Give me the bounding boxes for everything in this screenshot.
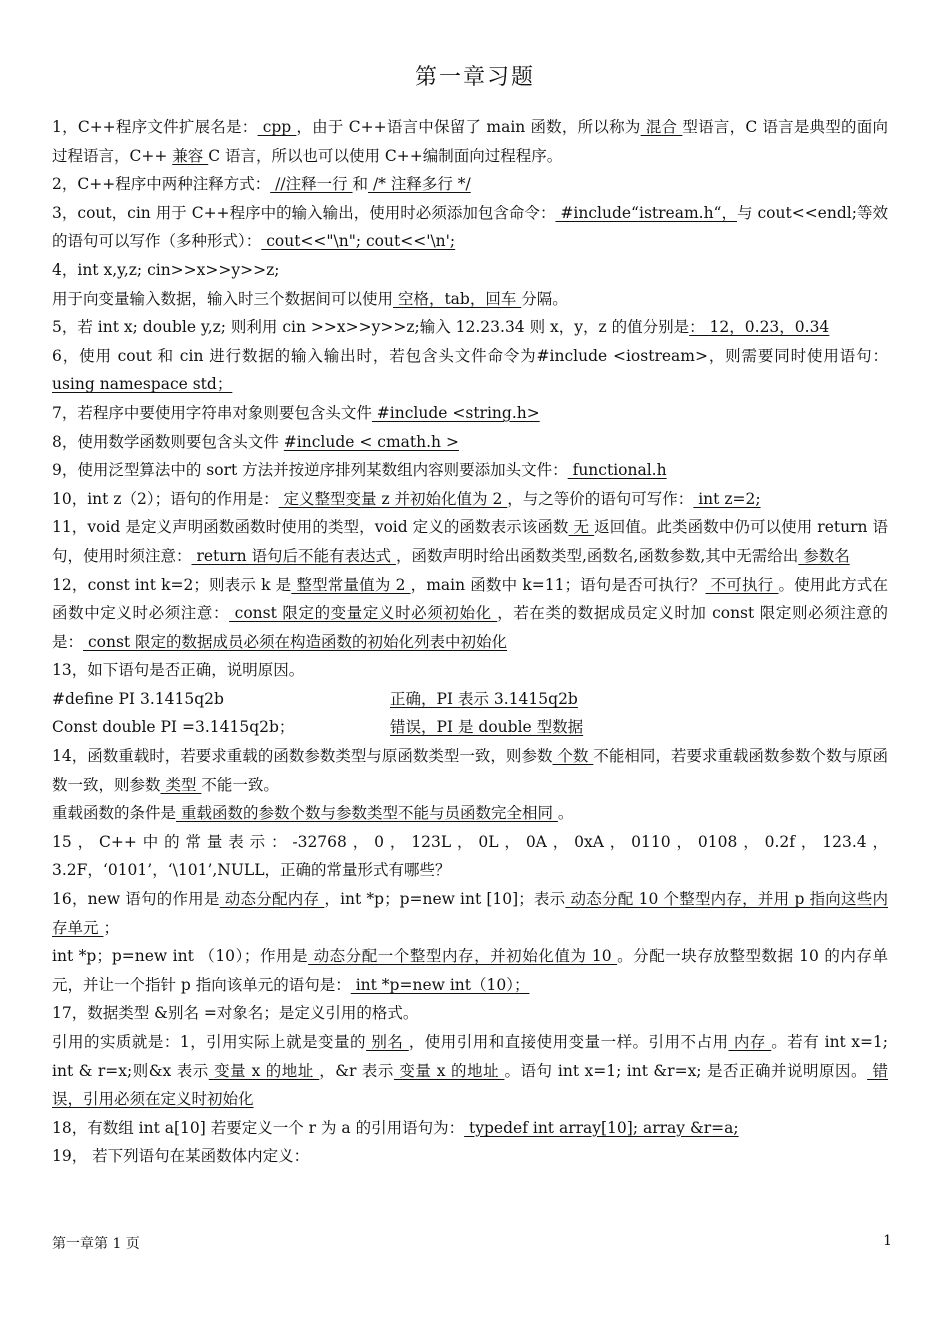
question-5: 5，若 int x; double y,z; 则利用 cin >>x>>y>>z;输入 12.23.34 则 x，y，z 的值分别是： 12，0.23，0.34 [52,318,830,337]
question-13-line-1: #define PI 3.1415q2b 正确，PI 表示 3.1415q2b [52,685,888,714]
footer-page-number: 1 [883,1233,892,1249]
answer-blank: #include < cmath.h > [283,432,459,451]
answer-blank: int z=2; [693,489,761,508]
question-6: 6，使用 cout 和 cin 进行数据的输入输出时，若包含头文件命令为#include <iostream>，则需要同时使用语句： using namespace std； [52,346,888,394]
question-1: 1，C++程序文件扩展名是： cpp ，由于 C++语言中保留了 main 函数，所以称为 混合 型语言，C 语言是典型的面向过程语言，C++ 兼容 C 语言，所以也可以使用 C++编制面向过程程序。 [52,118,888,165]
answer-blank: 定义整型变量 z 并初始化值为 2 [278,489,508,508]
answer-blank: 动态分配一个整型内存，并初始化值为 10 [308,947,618,966]
answer-blank: #include <string.h> [371,403,540,422]
question-11: 11，void 是定义声明函数函数时使用的类型，void 定义的函数表示该函数 无 返回值。此类函数中仍可以使用 return 语句，使用时须注意： return 语句后不能有表达式 ，函数声明时给出函数类型,函数名,函数参数,其中无需给出 参数名 [52,518,888,565]
question-19: 19， 若下列语句在某函数体内定义： [52,1147,310,1166]
question-7: 7，若程序中要使用字符串对象则要包含头文件 #include <string.h> [52,403,540,422]
question-17: 17，数据类型 &别名 =对象名；是定义引用的格式。 [52,1004,419,1023]
answer-blank: 不可执行 [705,575,779,594]
answer-blank: int *p=new int（10）； [350,975,530,994]
answer-blank: 类型 [160,775,202,794]
answer-blank: 动态分配内存 [219,890,325,909]
question-4-cont: 用于向变量输入数据，输入时三个数据间可以使用 空格，tab，回车 分隔。 [52,289,568,308]
answer-blank: 整型常量值为 2 [291,575,411,594]
answer-blank: 正确，PI 表示 3.1415q2b [390,689,578,708]
exercise-content [52,113,888,1171]
footer-page-label: 第一章第 1 页 [52,1236,140,1252]
answer-blank: 混合 [640,118,683,136]
answer-blank: #include“istream.h“， [555,203,738,222]
answer-blank: const 限定的数据成员必须在构造函数的初始化列表中初始化 [83,632,508,651]
answer-blank: cpp [257,118,297,136]
question-12: 12，const int k=2；则表示 k 是 整型常量值为 2 ，main 函数中 k=11；语句是否可执行？ 不可执行 。使用此方式在函数中定义时必须注意： const 限定的变量定义时必须初始化 ，若在类的数据成员定义时加 const 限定则必须注意的是： const 限定的数据成员必须在构造函数的初始化列表中初始化 [52,575,888,651]
question-2: 2，C++程序中两种注释方式： //注释一行 和 /* 注释多行 */ [52,175,471,194]
question-16-cont: int *p；p=new int （10）；作用是 动态分配一个整型内存，并初始化值为 10 。分配一块存放整型数据 10 的内存单元，并让一个指针 p 指向该单元的语句是： int *p=new int（10）； [52,947,888,994]
answer-blank: 重载函数的参数个数与参数类型不能与员函数完全相同 [176,804,558,823]
question-18: 18，有数组 int a[10] 若要定义一个 r 为 a 的引用语句为： typedef int array[10]; array &r=a; [52,1118,739,1137]
question-15: 15，C++中的常量表示：-32768，0，123L，0L，0A，0xA，0110，0108，0.2f，123.4，3.2F，‘0101’，‘\101’,NULL，正确的常量形式有哪些？ [52,832,888,880]
question-4: 4，int x,y,z; cin>>x>>y>>z; [52,260,280,279]
answer-blank: //注释一行 [270,175,353,194]
answer-blank: ： 12，0.23，0.34 [689,318,830,337]
answer-blank: return 语句后不能有表达式 [191,546,396,565]
answer-blank: 个数 [552,747,594,766]
answer-blank: 错误，引用必须在定义时初始化 [52,1061,888,1109]
question-16: 16，new 语句的作用是 动态分配内存 ，int *p；p=new int [10]；表示 动态分配 10 个整型内存，并用 p 指向这些内存单元 ； [52,890,888,937]
question-13: 13，如下语句是否正确，说明原因。 [52,661,305,680]
question-14: 14，函数重载时，若要求重载的函数参数类型与原函数类型一致，则参数 个数 不能相同，若要求重载函数参数个数与原函数一致，则参数 类型 不能一致。 [52,747,888,794]
question-17-cont: 引用的实质就是：1，引用实际上就是变量的 别名 ，使用引用和直接使用变量一样。引用不占用 内存 。若有 int x=1; int & r=x;则&x 表示 变量 x 的地址 ，&r 表示 变量 x 的地址 。语句 int x=1; int &r=x; 是否正确并说明原因。 错误，引用必须在定义时初始化 [52,1033,889,1109]
page-title: 第一章习题 [414,65,535,90]
answer-blank: cout<<"\n"; cout<<'\n'; [261,232,456,251]
answer-blank: 动态分配 10 个整型内存，并用 p 指向这些内存单元 [52,890,888,937]
answer-blank: 无 [568,518,595,537]
answer-blank: 空格，tab，回车 [393,289,522,308]
answer-blank: 错误，PI 是 double 型数据 [390,718,584,737]
answer-blank: 参数名 [798,546,850,565]
answer-blank: 变量 x 的地址 [208,1061,320,1080]
question-14-cont: 重载函数的条件是 重载函数的参数个数与参数类型不能与员函数完全相同 。 [52,804,574,823]
answer-blank: 兼容 [172,146,209,165]
answer-blank: 内存 [728,1033,772,1051]
question-3: 3，cout，cin 用于 C++程序中的输入输出，使用时必须添加包含命令： #include“istream.h“，与 cout<<endl;等效的语句可以写作（多种形式）： cout<<"\n"; cout<<'\n'; [52,203,888,251]
answer-blank: using namespace std； [52,375,233,394]
answer-blank: typedef int array[10]; array &r=a; [464,1118,739,1137]
question-9: 9，使用泛型算法中的 sort 方法并按逆序排列某数组内容则要添加头文件： functional.h [52,461,667,480]
answer-blank: 变量 x 的地址 [393,1061,505,1080]
question-13-line-2: Const double PI =3.1415q2b； 错误，PI 是 double 型数据 [52,713,888,742]
answer-blank: 别名 [366,1033,409,1051]
answer-blank: const 限定的变量定义时必须初始化 [229,604,498,623]
answer-blank: functional.h [567,461,667,480]
answer-blank: /* 注释多行 */ [368,175,471,194]
question-10: 10，int z（2）；语句的作用是： 定义整型变量 z 并初始化值为 2 ，与之等价的语句可写作： int z=2; [52,489,761,508]
question-8: 8，使用数学函数则要包含头文件 #include < cmath.h > [52,432,459,451]
